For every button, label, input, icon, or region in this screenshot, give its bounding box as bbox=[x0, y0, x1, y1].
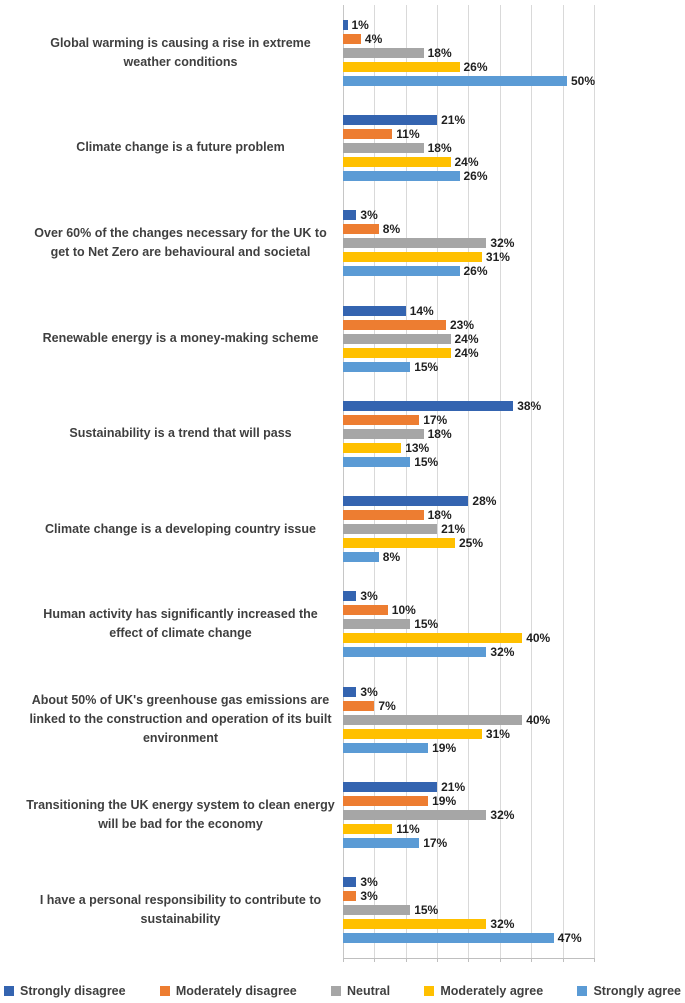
value-label: 26% bbox=[463, 264, 488, 279]
value-label: 4% bbox=[364, 31, 383, 46]
axis-tick bbox=[406, 958, 407, 962]
barline-moderately-disagree bbox=[343, 412, 685, 427]
bar-group bbox=[343, 100, 685, 195]
barline-strongly-agree bbox=[343, 740, 685, 755]
bar-neutral bbox=[343, 524, 437, 534]
value-label: 15% bbox=[414, 454, 439, 469]
value-label: 19% bbox=[432, 794, 457, 809]
value-label: 25% bbox=[459, 536, 484, 551]
value-label: 26% bbox=[463, 168, 488, 183]
bar-moderately-agree bbox=[343, 919, 486, 929]
value-label: 3% bbox=[360, 889, 378, 904]
value-label: 15% bbox=[414, 359, 439, 374]
bar-group bbox=[343, 767, 685, 862]
bar-moderately-disagree bbox=[343, 605, 388, 615]
bar-moderately-agree bbox=[343, 824, 392, 834]
value-label: 1% bbox=[351, 17, 369, 32]
barline-neutral bbox=[343, 617, 685, 632]
barline-moderately-agree bbox=[343, 440, 685, 455]
bar-moderately-disagree bbox=[343, 415, 419, 425]
category-label: Climate change is a future problem bbox=[76, 140, 285, 155]
category-row bbox=[0, 767, 685, 862]
value-label: 24% bbox=[454, 154, 479, 169]
value-label: 18% bbox=[427, 45, 452, 60]
value-label: 17% bbox=[423, 836, 448, 851]
barline-moderately-agree bbox=[343, 345, 685, 360]
category-label: Global warming is causing a rise in extreme weather conditions bbox=[50, 35, 311, 69]
value-label: 21% bbox=[441, 780, 466, 795]
barline-neutral bbox=[343, 331, 685, 346]
bar-group bbox=[343, 386, 685, 481]
legend-swatch-icon bbox=[4, 986, 14, 996]
value-label: 38% bbox=[517, 398, 542, 413]
category-label: Transitioning the UK energy system to clean energy will be bad for the economy bbox=[26, 798, 335, 832]
barline-strongly-agree bbox=[343, 836, 685, 851]
value-label: 50% bbox=[571, 73, 596, 88]
barline-moderately-agree bbox=[343, 631, 685, 646]
bar-group bbox=[343, 481, 685, 576]
value-label: 32% bbox=[490, 808, 515, 823]
barline-neutral bbox=[343, 522, 685, 537]
bar-strongly-agree bbox=[343, 743, 428, 753]
barline-strongly-agree bbox=[343, 264, 685, 279]
barline-neutral bbox=[343, 712, 685, 727]
barline-moderately-disagree bbox=[343, 603, 685, 618]
category-row bbox=[0, 863, 685, 958]
legend-swatch-icon bbox=[424, 986, 434, 996]
category-row bbox=[0, 577, 685, 672]
value-label: 23% bbox=[450, 317, 475, 332]
category-row bbox=[0, 481, 685, 576]
bar-neutral bbox=[343, 48, 424, 58]
bar-moderately-agree bbox=[343, 62, 460, 72]
barline-strongly-disagree bbox=[343, 208, 685, 223]
bar-strongly-disagree bbox=[343, 401, 513, 411]
axis-tick bbox=[563, 958, 564, 962]
value-label: 47% bbox=[557, 931, 582, 946]
category-row bbox=[0, 196, 685, 291]
legend-label: Neutral bbox=[347, 984, 391, 998]
bar-strongly-agree bbox=[343, 171, 460, 181]
bar-moderately-disagree bbox=[343, 320, 446, 330]
value-label: 11% bbox=[396, 126, 420, 141]
barline-strongly-disagree bbox=[343, 780, 685, 795]
axis-tick bbox=[374, 958, 375, 962]
barline-moderately-agree bbox=[343, 917, 685, 932]
value-label: 3% bbox=[360, 589, 378, 604]
value-label: 40% bbox=[526, 631, 551, 646]
bar-moderately-disagree bbox=[343, 510, 424, 520]
barline-strongly-agree bbox=[343, 550, 685, 565]
value-label: 24% bbox=[454, 331, 479, 346]
legend-label: Strongly agree bbox=[593, 984, 681, 998]
category-label: Over 60% of the changes necessary for the UK to get to Net Zero are behavioural and societal bbox=[34, 226, 327, 260]
bar-strongly-disagree bbox=[343, 687, 356, 697]
legend-item-neutral bbox=[331, 984, 390, 998]
bar-moderately-disagree bbox=[343, 34, 361, 44]
bar-strongly-disagree bbox=[343, 306, 406, 316]
bar-group bbox=[343, 577, 685, 672]
barline-neutral bbox=[343, 426, 685, 441]
bar-moderately-agree bbox=[343, 443, 401, 453]
value-label: 21% bbox=[441, 112, 466, 127]
bar-neutral bbox=[343, 905, 410, 915]
bar-neutral bbox=[343, 429, 424, 439]
barline-moderately-agree bbox=[343, 59, 685, 74]
value-label: 8% bbox=[382, 550, 401, 565]
category-label: About 50% of UK's greenhouse gas emissions are linked to the construction and operation of its built environment bbox=[29, 693, 332, 746]
value-label: 15% bbox=[414, 617, 439, 632]
axis-tick bbox=[437, 958, 438, 962]
legend-item-moderately-agree bbox=[424, 984, 543, 998]
bar-moderately-disagree bbox=[343, 129, 392, 139]
bar-moderately-disagree bbox=[343, 891, 356, 901]
bar-neutral bbox=[343, 238, 486, 248]
bar-strongly-disagree bbox=[343, 877, 356, 887]
bar-moderately-agree bbox=[343, 252, 482, 262]
barline-strongly-disagree bbox=[343, 112, 685, 127]
barline-neutral bbox=[343, 140, 685, 155]
barline-strongly-agree bbox=[343, 359, 685, 374]
bar-strongly-agree bbox=[343, 457, 410, 467]
category-row bbox=[0, 386, 685, 481]
barline-moderately-disagree bbox=[343, 317, 685, 332]
barline-moderately-agree bbox=[343, 536, 685, 551]
barline-moderately-agree bbox=[343, 250, 685, 265]
bar-group bbox=[343, 672, 685, 767]
value-label: 28% bbox=[472, 494, 497, 509]
barline-strongly-disagree bbox=[343, 398, 685, 413]
value-label: 31% bbox=[485, 726, 510, 741]
legend bbox=[0, 981, 685, 1001]
barline-strongly-disagree bbox=[343, 684, 685, 699]
value-label: 7% bbox=[378, 698, 396, 713]
bar-group bbox=[343, 5, 685, 100]
bar-neutral bbox=[343, 810, 486, 820]
bar-strongly-agree bbox=[343, 552, 379, 562]
bar-neutral bbox=[343, 143, 424, 153]
legend-item-strongly-disagree bbox=[4, 984, 126, 998]
bar-moderately-agree bbox=[343, 348, 451, 358]
barline-moderately-disagree bbox=[343, 794, 685, 809]
value-label: 26% bbox=[463, 59, 488, 74]
bar-strongly-disagree bbox=[343, 20, 348, 30]
axis-tick bbox=[500, 958, 501, 962]
barline-moderately-disagree bbox=[343, 222, 685, 237]
bar-strongly-disagree bbox=[343, 210, 356, 220]
legend-label: Strongly disagree bbox=[20, 984, 126, 998]
category-label: I have a personal responsibility to contribute to sustainability bbox=[39, 893, 322, 927]
category-row bbox=[0, 5, 685, 100]
value-label: 32% bbox=[490, 645, 515, 660]
value-label: 24% bbox=[454, 345, 479, 360]
value-label: 17% bbox=[423, 412, 448, 427]
value-label: 15% bbox=[414, 903, 439, 918]
value-label: 3% bbox=[360, 208, 378, 223]
bar-moderately-agree bbox=[343, 538, 455, 548]
value-label: 32% bbox=[490, 236, 515, 251]
bar-moderately-agree bbox=[343, 729, 482, 739]
category-label: Climate change is a developing country issue bbox=[45, 521, 316, 536]
legend-item-strongly-agree bbox=[577, 984, 681, 998]
bar-neutral bbox=[343, 334, 451, 344]
category-row bbox=[0, 672, 685, 767]
barline-strongly-agree bbox=[343, 73, 685, 88]
legend-item-moderately-disagree bbox=[160, 984, 297, 998]
value-label: 31% bbox=[485, 250, 510, 265]
bar-strongly-agree bbox=[343, 933, 554, 943]
barline-strongly-disagree bbox=[343, 17, 685, 32]
value-label: 18% bbox=[427, 140, 452, 155]
category-row bbox=[0, 291, 685, 386]
value-label: 32% bbox=[490, 917, 515, 932]
barline-strongly-agree bbox=[343, 931, 685, 946]
bar-strongly-agree bbox=[343, 647, 486, 657]
barline-moderately-disagree bbox=[343, 889, 685, 904]
bar-strongly-disagree bbox=[343, 115, 437, 125]
barline-moderately-agree bbox=[343, 726, 685, 741]
legend-swatch-icon bbox=[577, 986, 587, 996]
barline-strongly-agree bbox=[343, 645, 685, 660]
value-label: 3% bbox=[360, 684, 378, 699]
bar-strongly-agree bbox=[343, 838, 419, 848]
barline-neutral bbox=[343, 903, 685, 918]
barline-strongly-agree bbox=[343, 168, 685, 183]
value-label: 8% bbox=[382, 222, 401, 237]
legend-label: Moderately agree bbox=[440, 984, 544, 998]
category-rows bbox=[0, 5, 685, 958]
value-label: 10% bbox=[391, 603, 416, 618]
barline-strongly-agree bbox=[343, 454, 685, 469]
category-row bbox=[0, 100, 685, 195]
axis-tick bbox=[343, 958, 344, 962]
bar-strongly-agree bbox=[343, 362, 410, 372]
barline-neutral bbox=[343, 236, 685, 251]
bar-moderately-agree bbox=[343, 157, 451, 167]
value-label: 40% bbox=[526, 712, 551, 727]
barline-moderately-disagree bbox=[343, 31, 685, 46]
legend-swatch-icon bbox=[331, 986, 341, 996]
barline-moderately-agree bbox=[343, 822, 685, 837]
barline-neutral bbox=[343, 808, 685, 823]
legend-swatch-icon bbox=[160, 986, 170, 996]
axis-tick bbox=[594, 958, 595, 962]
barline-strongly-disagree bbox=[343, 875, 685, 890]
value-label: 19% bbox=[432, 740, 457, 755]
category-label: Sustainability is a trend that will pass bbox=[69, 426, 292, 441]
value-label: 11% bbox=[396, 822, 420, 837]
value-label: 3% bbox=[360, 875, 378, 890]
bar-moderately-agree bbox=[343, 633, 522, 643]
bar-neutral bbox=[343, 619, 410, 629]
barline-strongly-disagree bbox=[343, 494, 685, 509]
x-axis-line bbox=[343, 958, 595, 959]
value-label: 21% bbox=[441, 522, 466, 537]
bar-strongly-disagree bbox=[343, 591, 356, 601]
legend-label: Moderately disagree bbox=[175, 984, 297, 998]
barline-moderately-agree bbox=[343, 154, 685, 169]
bar-group bbox=[343, 291, 685, 386]
bar-strongly-disagree bbox=[343, 782, 437, 792]
barline-moderately-disagree bbox=[343, 508, 685, 523]
barline-moderately-disagree bbox=[343, 698, 685, 713]
category-label: Renewable energy is a money-making scheme bbox=[42, 331, 319, 346]
barline-neutral bbox=[343, 45, 685, 60]
barline-strongly-disagree bbox=[343, 303, 685, 318]
bar-neutral bbox=[343, 715, 522, 725]
bar-strongly-disagree bbox=[343, 496, 468, 506]
value-label: 13% bbox=[405, 440, 430, 455]
bar-strongly-agree bbox=[343, 76, 567, 86]
value-label: 18% bbox=[427, 508, 452, 523]
bar-group bbox=[343, 863, 685, 958]
bar-strongly-agree bbox=[343, 266, 460, 276]
axis-tick bbox=[531, 958, 532, 962]
value-label: 14% bbox=[409, 303, 434, 318]
category-label: Human activity has significantly increased the effect of climate change bbox=[43, 607, 318, 641]
axis-tick bbox=[468, 958, 469, 962]
barline-strongly-disagree bbox=[343, 589, 685, 604]
value-label: 18% bbox=[427, 426, 452, 441]
bar-moderately-disagree bbox=[343, 701, 374, 711]
bar-moderately-disagree bbox=[343, 796, 428, 806]
bar-group bbox=[343, 196, 685, 291]
barline-moderately-disagree bbox=[343, 126, 685, 141]
bar-moderately-disagree bbox=[343, 224, 379, 234]
